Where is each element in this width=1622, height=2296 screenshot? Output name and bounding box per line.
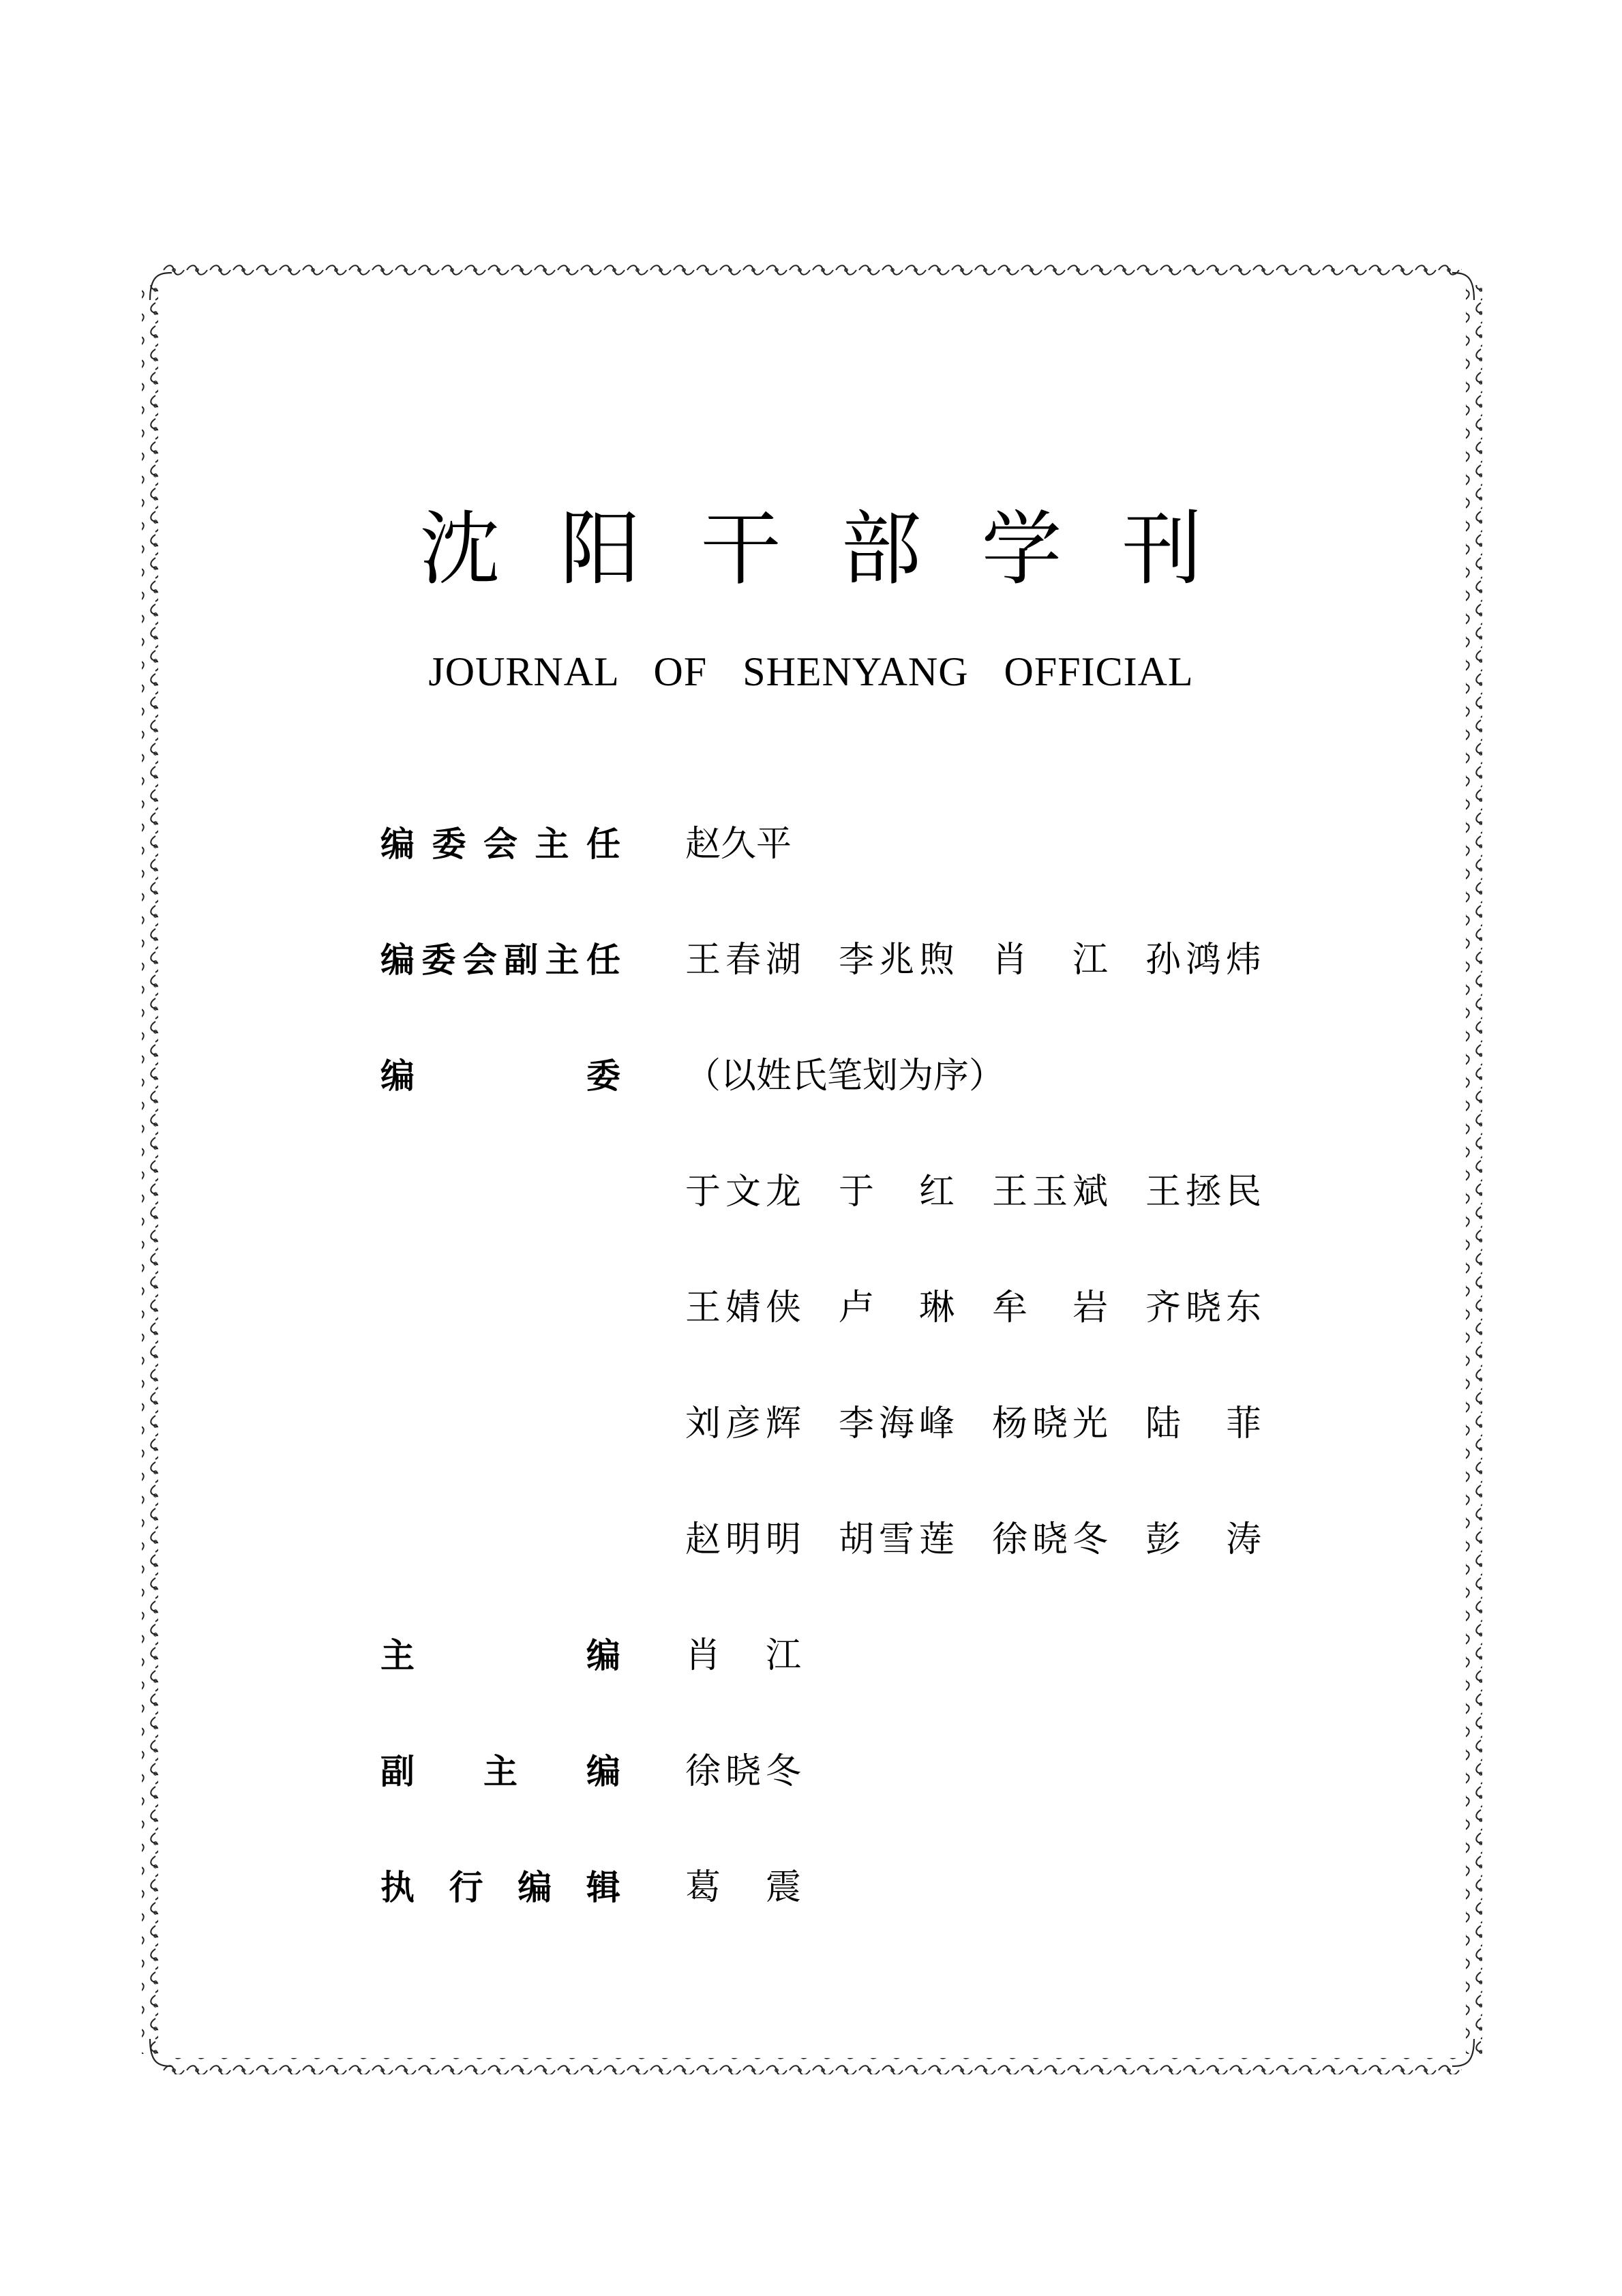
- person-name: 肖 江: [685, 1635, 801, 1676]
- ordering-note: （以姓氏笔划为序）: [685, 1056, 1005, 1097]
- label-executive-editor: 执行编辑: [380, 1868, 620, 1907]
- person-name: 卢 琳: [839, 1287, 955, 1328]
- person-name: 葛 震: [685, 1867, 801, 1908]
- label-committee-director: 编委会主任: [380, 824, 620, 864]
- person-name: 徐晓冬: [685, 1751, 801, 1792]
- person-name: 肖 江: [992, 940, 1108, 981]
- person-name: 王玉斌: [992, 1172, 1108, 1212]
- person-name: 赵明明: [685, 1519, 801, 1560]
- person-name: 李兆煦: [839, 940, 955, 981]
- person-name: 胡雪莲: [839, 1519, 955, 1560]
- person-name: 于文龙: [685, 1172, 801, 1212]
- person-name: 孙鸿炜: [1145, 940, 1261, 981]
- person-name: 于 红: [839, 1172, 955, 1212]
- person-name: 陆 菲: [1145, 1403, 1261, 1444]
- person-name: 彭 涛: [1145, 1519, 1261, 1560]
- person-name: 王婧侠: [685, 1287, 801, 1328]
- person-name: 王拯民: [1145, 1172, 1261, 1212]
- person-name: 杨晓光: [992, 1403, 1108, 1444]
- label-committee-members: 编委: [380, 1056, 620, 1096]
- person-name: 赵久平: [685, 824, 792, 865]
- label-deputy-chief-editor: 副主编: [380, 1752, 620, 1791]
- person-name: 刘彦辉: [685, 1403, 801, 1444]
- label-committee-deputy-director: 编委会副主任: [380, 940, 620, 980]
- person-name: 李海峰: [839, 1403, 955, 1444]
- journal-title-cn: 沈阳干部学刊: [419, 502, 1263, 596]
- person-name: 徐晓冬: [992, 1519, 1108, 1560]
- person-name: 王春湖: [685, 940, 801, 981]
- label-chief-editor: 主编: [380, 1636, 620, 1675]
- journal-title-en: JOURNAL OF SHENYANG OFFICIAL: [428, 649, 1194, 694]
- person-name: 齐晓东: [1145, 1287, 1261, 1328]
- person-name: 牟 岩: [992, 1287, 1108, 1328]
